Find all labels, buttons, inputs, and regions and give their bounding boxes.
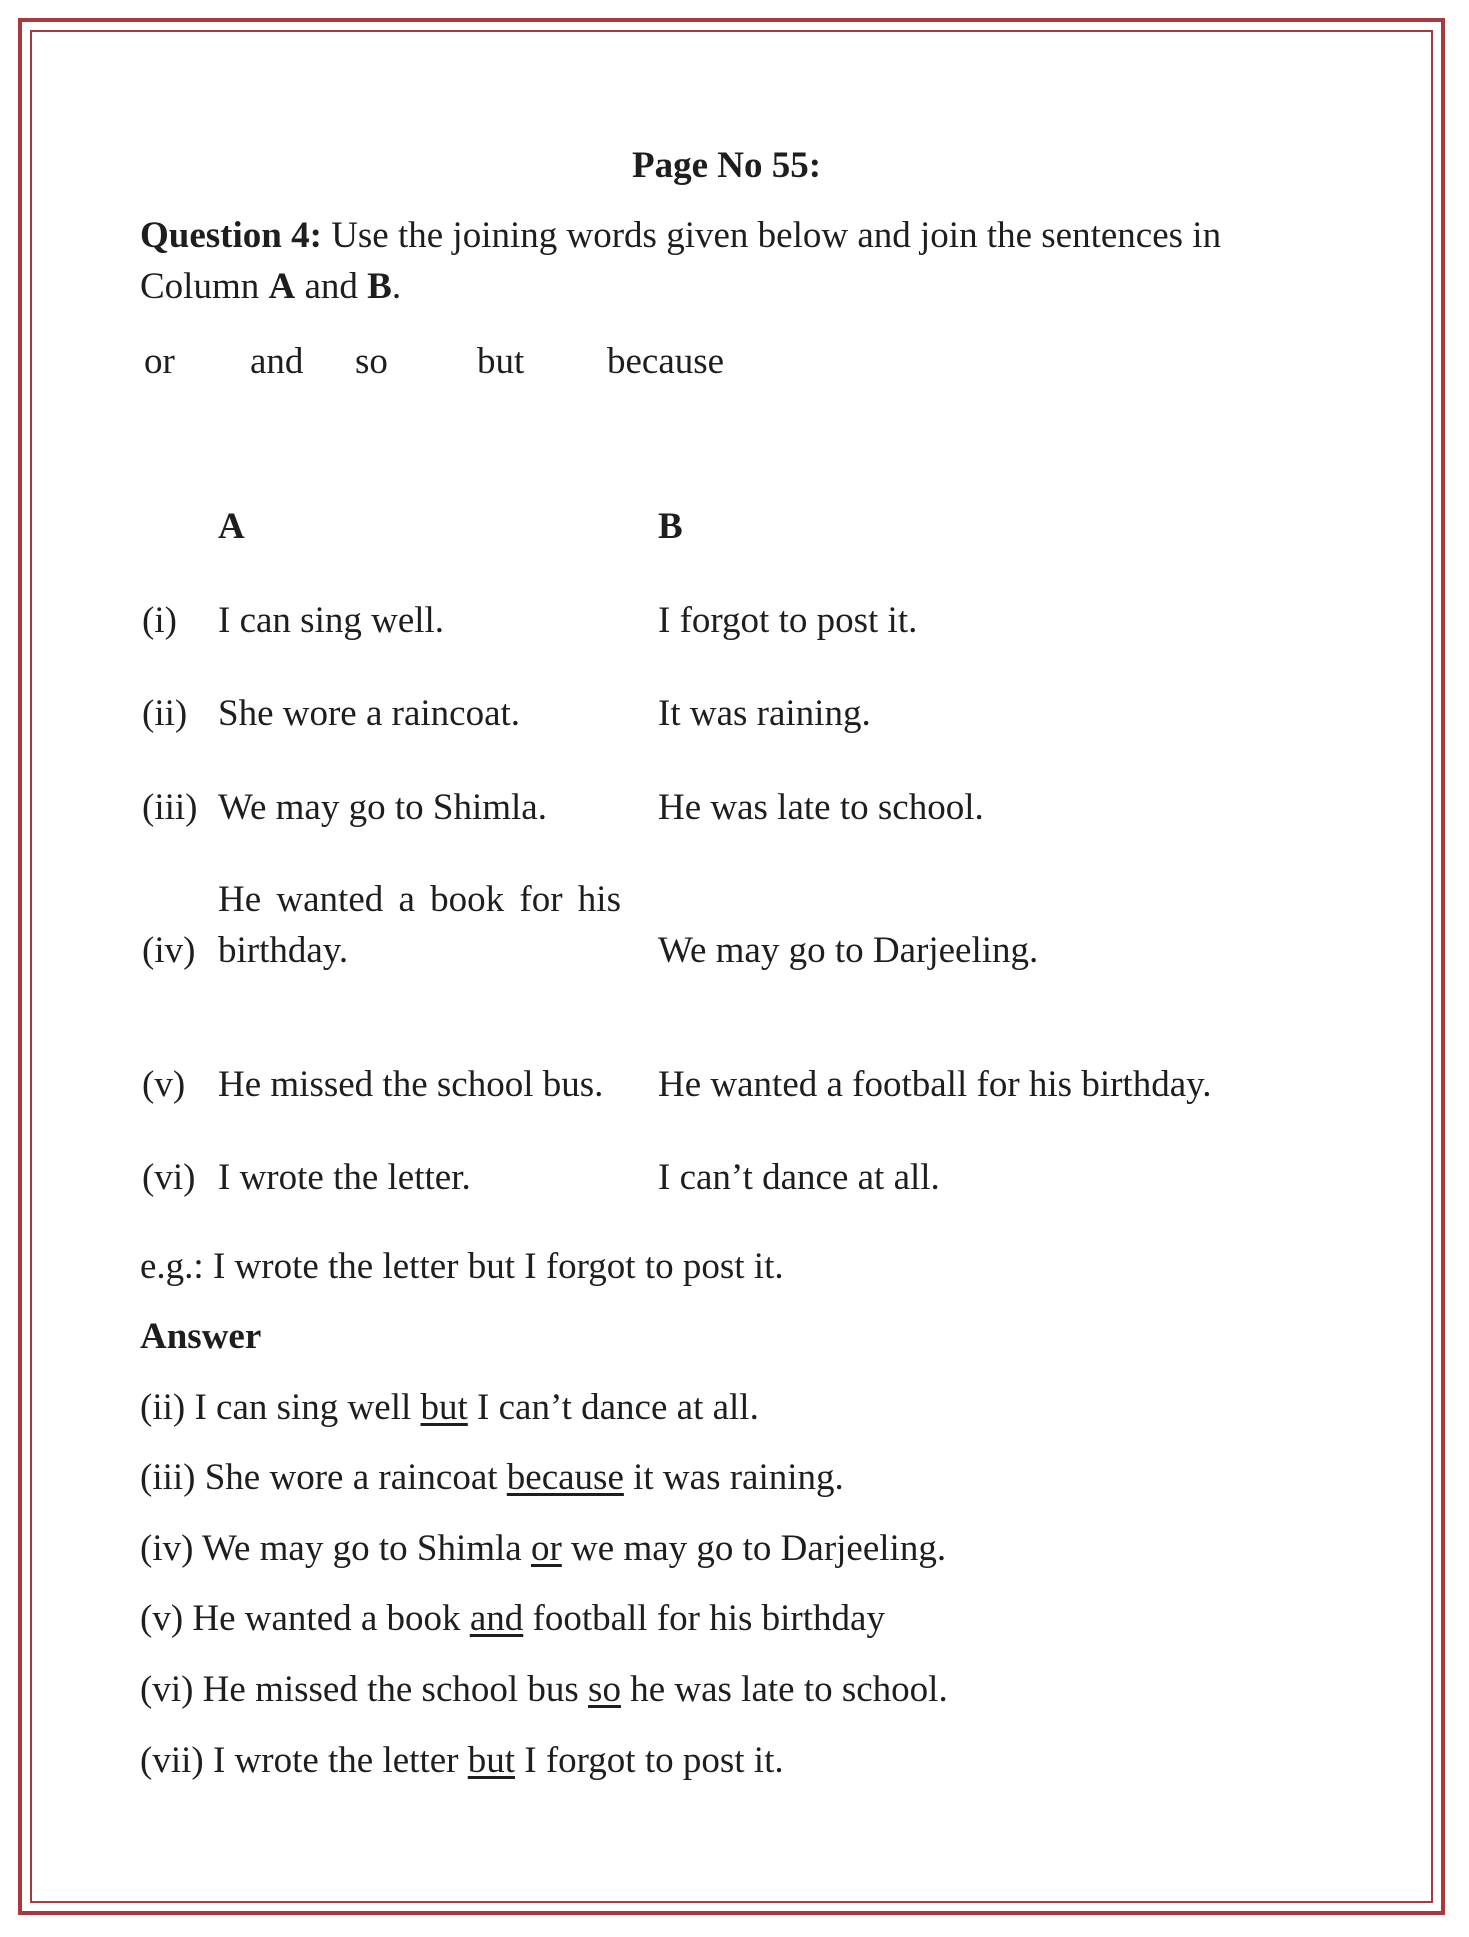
answer-joiner: because [506,1457,624,1498]
question-col-a: A [268,266,296,307]
row-b-text: I forgot to post it. [658,600,918,641]
answer-line [140,1456,844,1500]
question-label: Question 4: [140,215,322,256]
answer-text: we may go to Darjeeling. [561,1528,947,1569]
answer-line [140,1739,784,1783]
answer-line [140,1527,946,1571]
joining-word-or: or [144,341,175,382]
example-sentence: e.g.: I wrote the letter but I forgot to post it. [140,1246,784,1287]
column-a-header: A [218,506,245,547]
question-column-word: Column [140,266,260,307]
question-period: . [391,266,402,307]
answer-line [140,1668,948,1712]
joining-word-because: because [607,341,725,382]
question-and-word: and [304,266,358,307]
answer-heading: Answer [140,1316,262,1357]
question-line-2 [140,265,401,309]
row-number: (v) [142,1064,186,1105]
answer-text: football for his birthday [523,1598,885,1639]
answer-text: he was late to school. [620,1669,948,1710]
answer-text: I can’t dance at all. [467,1387,759,1428]
joining-word-but: but [477,341,525,382]
answer-text: (iv) We may go to Shimla [140,1528,531,1569]
row-number: (i) [142,600,177,641]
answer-joiner: so [588,1669,621,1710]
row-b-text: It was raining. [658,693,871,734]
answer-text: (iii) She wore a raincoat [140,1457,507,1498]
row-number: (iii) [142,787,198,828]
answer-joiner: but [467,1740,516,1781]
answer-joiner: or [530,1528,562,1569]
row-a-text-line1: He wanted a book for his [218,879,621,920]
answer-text: it was raining. [623,1457,844,1498]
column-b-header: B [658,506,683,547]
page-title: Page No 55: [632,145,822,186]
row-number: (iv) [142,930,196,971]
question-line-1 [140,214,1221,258]
question-col-b: B [367,266,392,307]
answer-line [140,1386,759,1430]
question-text: Use the joining words given below and join the sentences in [331,215,1222,256]
row-number: (vi) [142,1157,196,1198]
row-a-text: We may go to Shimla. [218,787,547,828]
row-a-text: She wore a raincoat. [218,693,521,734]
row-number: (ii) [142,693,188,734]
row-a-text: He missed the school bus. [218,1064,604,1105]
answer-joiner: and [469,1598,524,1639]
answer-text: I forgot to post it. [515,1740,784,1781]
row-a-text: I wrote the letter. [218,1157,471,1198]
row-b-text: I can’t dance at all. [658,1157,940,1198]
answer-text: (vii) I wrote the letter [140,1740,468,1781]
answer-joiner: but [420,1387,468,1428]
answer-text: (vi) He missed the school bus [140,1669,589,1710]
row-b-text: He was late to school. [658,787,984,828]
answer-text: (ii) I can sing well [140,1387,421,1428]
answer-text: (v) He wanted a book [140,1598,470,1639]
joining-word-and: and [250,341,304,382]
row-a-text: I can sing well. [218,600,445,641]
row-a-text-line2: birthday. [218,930,349,971]
row-b-text: He wanted a football for his birthday. [658,1064,1212,1105]
answer-line [140,1597,885,1641]
joining-word-so: so [355,341,388,382]
row-b-text: We may go to Darjeeling. [658,930,1039,971]
